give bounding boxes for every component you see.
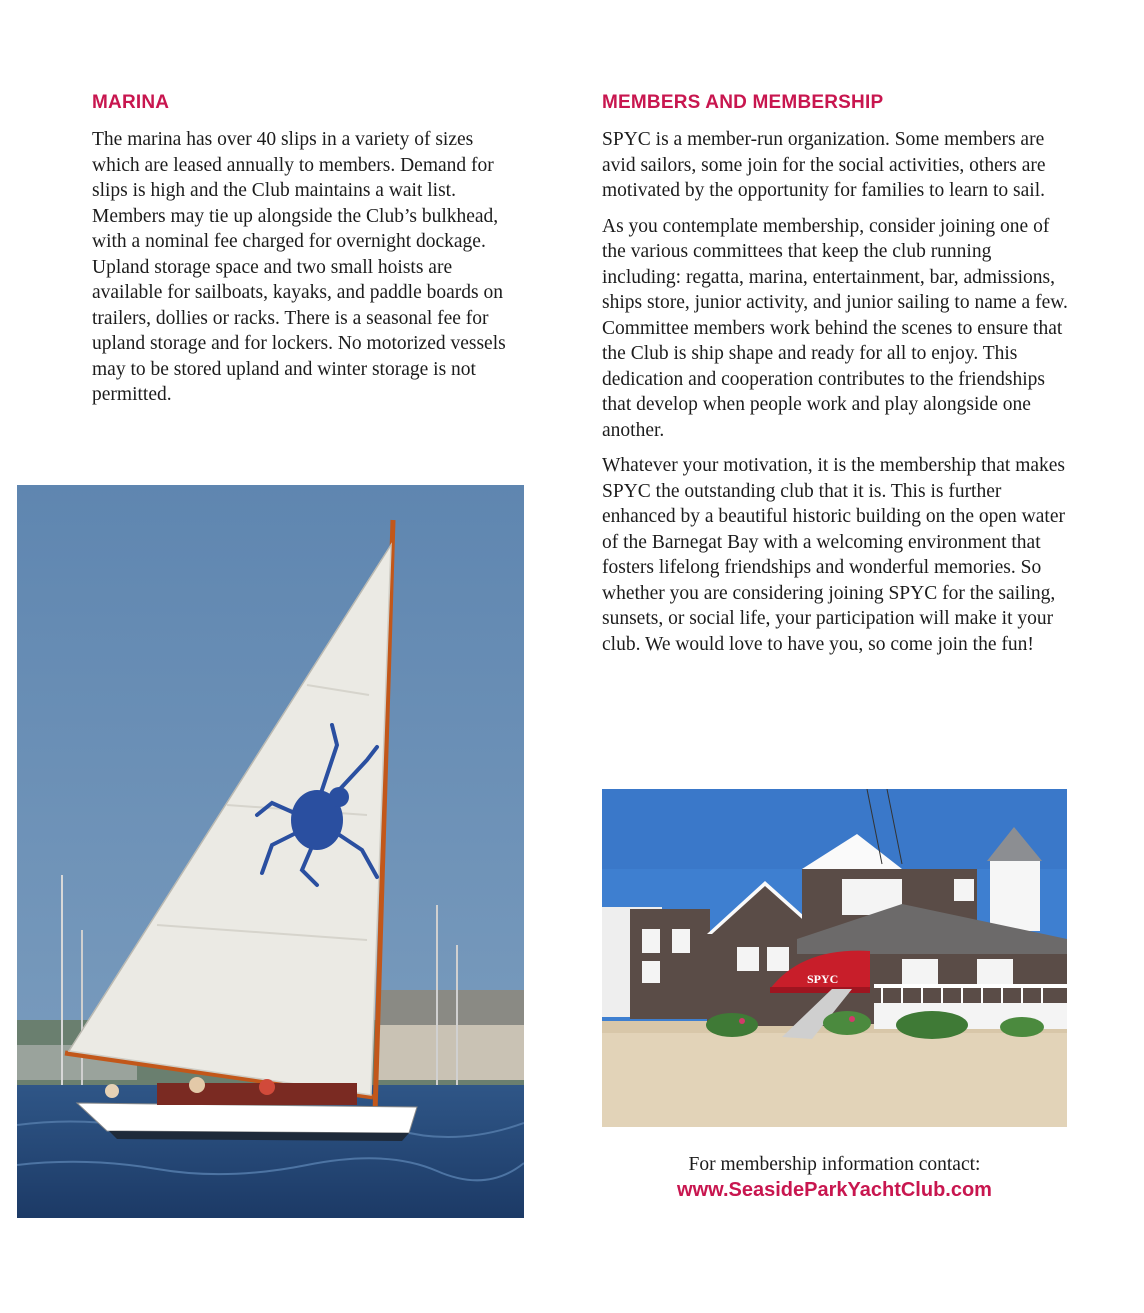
membership-paragraph: As you contemplate membership, consider joining one of the various committees that keep the club running including: regatta, marina, entertainment, bar, admissions, ships store, junior activity, and junior sailing to name a few. Committee members work behind the scenes to ensure that the Club is ship shape and ready for all to enjoy. This dedication and cooperation contributes to the friendships that develop when people work and play alongside one another. xyxy=(602,215,1068,441)
membership-paragraph: SPYC is a member-run organization. Some members are avid sailors, some join for the social activities, others are motivated by the opportunity for families to learn to sail. xyxy=(602,129,1046,201)
membership-heading: MEMBERS AND MEMBERSHIP xyxy=(602,92,884,113)
clubhouse-image xyxy=(602,789,1067,1127)
contact-label: For membership information contact: xyxy=(688,1154,981,1175)
sailboat-image xyxy=(17,485,524,1218)
clubhouse-photo xyxy=(602,789,1067,1127)
sailboat-photo xyxy=(17,485,524,1218)
marina-paragraph: The marina has over 40 slips in a variety of sizes which are leased annually to members. Demand for slips is high and the Club maintains a wait list. Members may tie up alongside the Club’s bulkhead, with a nominal fee charged for overnight dockage. Upland storage space and two small hoists are available for sailboats, kayaks, and paddle boards on trailers, dollies or racks. There is a seasonal fee for upland storage and for lockers. No motorized vessels may to be stored upland and winter storage is not permitted. xyxy=(92,129,506,405)
marina-text xyxy=(92,127,522,418)
website-link[interactable]: www.SeasideParkYachtClub.com xyxy=(677,1179,992,1201)
membership-paragraph: Whatever your motivation, it is the membership that makes SPYC the outstanding club that it is. This is further enhanced by a beautiful historic building on the open water of the Barnegat Bay with a welcoming environment that fosters lifelong friendships and wonderful memories. So whether you are considering joining SPYC for the sailing, sunsets, or social life, your participation will make it your club. We would love to have you, so come join the fun! xyxy=(602,455,1066,655)
clubhouse-sign: SPYC xyxy=(807,972,839,986)
contact-block xyxy=(602,1152,1067,1203)
marina-heading: MARINA xyxy=(92,92,170,113)
membership-text xyxy=(602,127,1072,667)
